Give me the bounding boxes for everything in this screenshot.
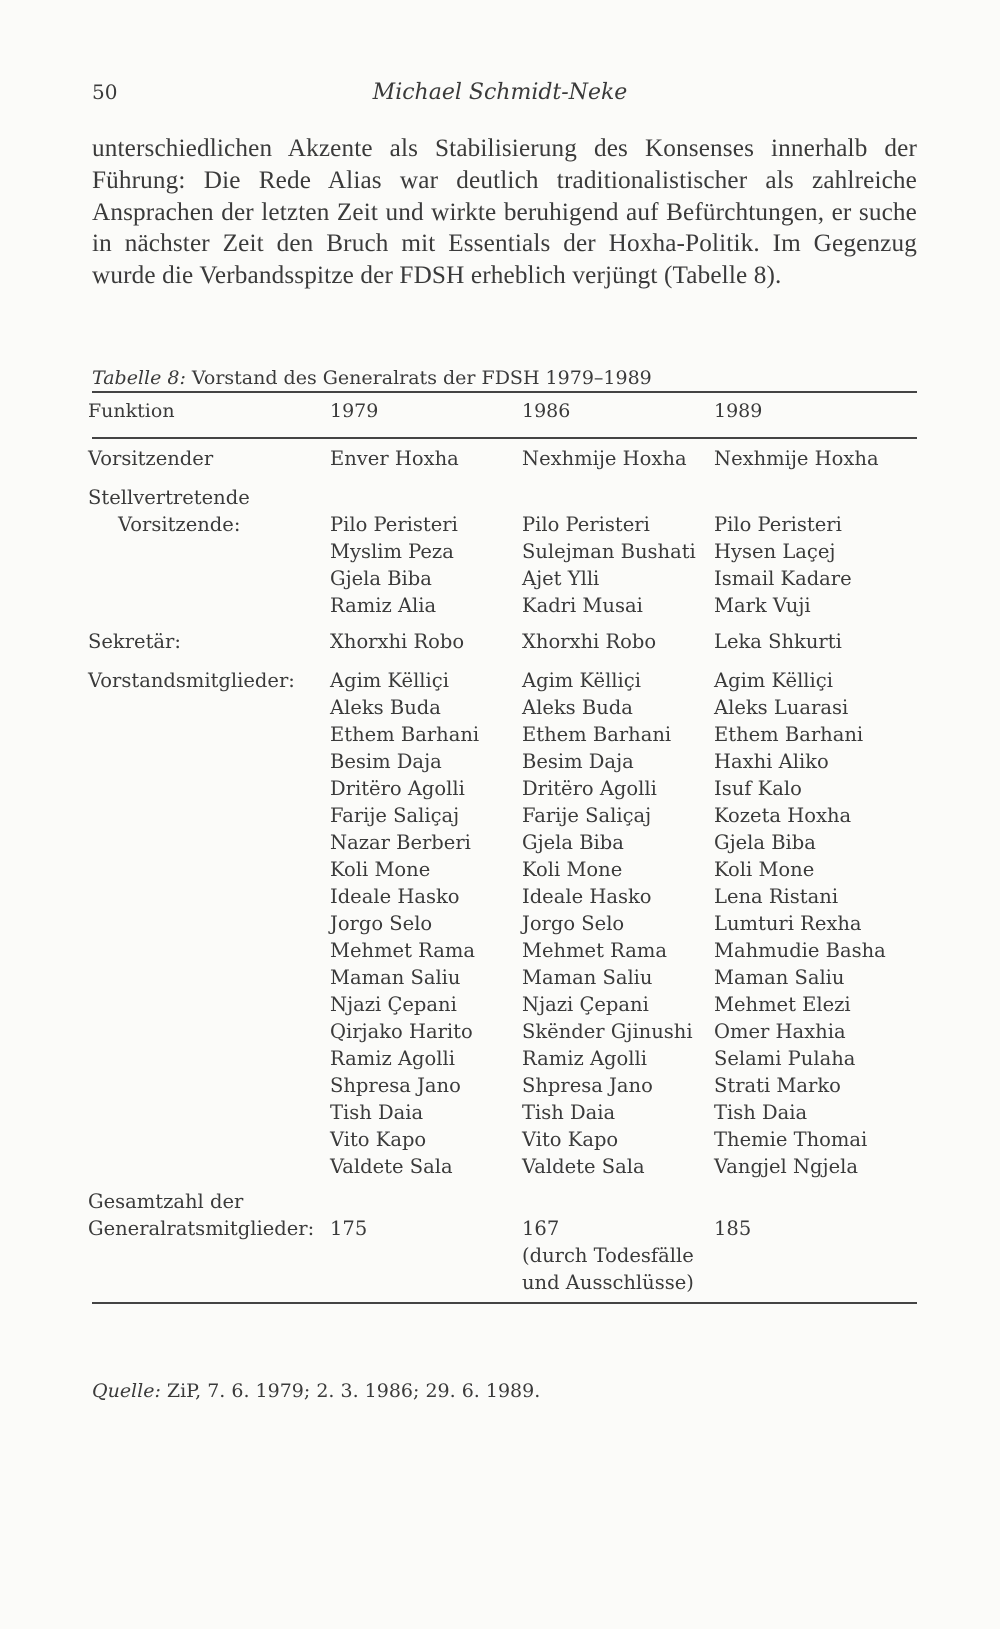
- member-name-1989: Kozeta Hoxha: [714, 804, 852, 827]
- member-name-1989: Mahmudie Basha: [714, 939, 886, 962]
- member-name-1979: Maman Saliu: [330, 966, 461, 989]
- member-name-1979: Tish Daia: [330, 1101, 424, 1124]
- member-name-1986: Xhorxhi Robo: [522, 630, 657, 653]
- member-name-1986: Nexhmije Hoxha: [522, 447, 687, 470]
- function-label: Vorstandsmitglieder:: [88, 669, 295, 692]
- member-name-1989: Ismail Kadare: [714, 567, 852, 590]
- function-label: Vorsitzende:: [118, 513, 241, 536]
- member-name-1986: 167: [522, 1217, 560, 1240]
- table-caption: [92, 367, 652, 389]
- member-name-1986: Vito Kapo: [522, 1128, 619, 1151]
- table-top-rule: [92, 391, 917, 393]
- member-name-1979: Ideale Hasko: [330, 885, 460, 908]
- member-name-1986: Ideale Hasko: [522, 885, 652, 908]
- table-header-cell: Funktion: [88, 400, 175, 422]
- member-name-1989: Vangjel Ngjela: [714, 1155, 858, 1178]
- member-name-1986: Jorgo Selo: [522, 912, 625, 935]
- function-label: Gesamtzahl der: [88, 1190, 244, 1213]
- function-label: Generalratsmitglieder:: [88, 1217, 315, 1240]
- member-name-1989: 185: [714, 1217, 752, 1240]
- member-name-1986: Aleks Buda: [522, 696, 633, 719]
- table-source: [92, 1380, 540, 1402]
- member-name-1986: Gjela Biba: [522, 831, 624, 854]
- member-name-1979: Besim Daja: [330, 750, 442, 773]
- member-name-1986: Ramiz Agolli: [522, 1047, 647, 1070]
- function-label: Vorsitzender: [88, 447, 214, 470]
- member-name-1986: Besim Daja: [522, 750, 634, 773]
- member-name-1989: Tish Daia: [714, 1101, 808, 1124]
- member-name-1979: Jorgo Selo: [330, 912, 433, 935]
- source-text: ZiP, 7. 6. 1979; 2. 3. 1986; 29. 6. 1989.: [166, 1380, 541, 1402]
- member-name-1979: Myslim Peza: [330, 540, 454, 563]
- member-name-1979: Vito Kapo: [330, 1128, 427, 1151]
- member-name-1989: Mehmet Elezi: [714, 993, 851, 1016]
- member-name-1986: Tish Daia: [522, 1101, 616, 1124]
- member-name-1989: Lena Ristani: [714, 885, 839, 908]
- member-name-1979: Ramiz Agolli: [330, 1047, 455, 1070]
- member-name-1979: Valdete Sala: [330, 1155, 453, 1178]
- table-caption-label: Tabelle 8:: [92, 367, 186, 389]
- member-name-1989: Agim Këlliçi: [714, 669, 833, 692]
- member-name-1986: Maman Saliu: [522, 966, 653, 989]
- member-name-1989: Strati Marko: [714, 1074, 841, 1097]
- member-name-1979: 175: [330, 1217, 368, 1240]
- member-name-1989: Ethem Barhani: [714, 723, 864, 746]
- member-name-1986: Koli Mone: [522, 858, 623, 881]
- member-name-1989: Lumturi Rexha: [714, 912, 862, 935]
- member-name-1986: Agim Këlliçi: [522, 669, 641, 692]
- member-name-1986: (durch Todesfälle: [522, 1244, 694, 1267]
- table-header-cell: 1979: [330, 400, 379, 422]
- table-header-cell: 1989: [714, 400, 763, 422]
- member-name-1986: Njazi Çepani: [522, 993, 649, 1016]
- member-name-1989: Leka Shkurti: [714, 630, 842, 653]
- table-bottom-rule: [92, 1302, 917, 1304]
- member-name-1989: Isuf Kalo: [714, 777, 802, 800]
- member-name-1979: Xhorxhi Robo: [330, 630, 465, 653]
- member-name-1986: Ethem Barhani: [522, 723, 672, 746]
- table-header-cell: 1986: [522, 400, 571, 422]
- member-name-1986: Valdete Sala: [522, 1155, 645, 1178]
- member-name-1989: Themie Thomai: [714, 1128, 868, 1151]
- table-header-rule: [92, 437, 917, 439]
- member-name-1989: Hysen Laçej: [714, 540, 836, 563]
- body-paragraph: unterschiedlichen Akzente als Stabilisierung des Konsenses innerhalb der Führung: Die Rede Alias war deutlich traditionalistischer als zahlreiche Ansprachen der letzten Zeit und wirkte beruhigend auf Befürchtungen, er suche in nächster Zeit den Bruch mit Essentials der Hoxha-Politik. Im Gegenzug wurde die Verbandsspitze der FDSH erheblich verjüngt (Tabelle 8).: [92, 135, 917, 290]
- member-name-1979: Njazi Çepani: [330, 993, 457, 1016]
- member-name-1989: Mark Vuji: [714, 594, 811, 617]
- member-name-1979: Pilo Peristeri: [330, 513, 458, 536]
- member-name-1979: Shpresa Jano: [330, 1074, 461, 1097]
- function-label: Sekretär:: [88, 630, 181, 653]
- member-name-1979: Qirjako Harito: [330, 1020, 473, 1043]
- member-name-1989: Nexhmije Hoxha: [714, 447, 879, 470]
- member-name-1979: Dritëro Agolli: [330, 777, 465, 800]
- member-name-1989: Pilo Peristeri: [714, 513, 842, 536]
- function-label: Stellvertretende: [88, 486, 250, 509]
- member-name-1986: Dritëro Agolli: [522, 777, 657, 800]
- member-name-1979: Nazar Berberi: [330, 831, 471, 854]
- member-name-1979: Agim Këlliçi: [330, 669, 449, 692]
- source-label: Quelle:: [92, 1380, 161, 1402]
- member-name-1986: Pilo Peristeri: [522, 513, 650, 536]
- member-name-1979: Aleks Buda: [330, 696, 441, 719]
- member-name-1986: Farije Saliçaj: [522, 804, 652, 827]
- member-name-1979: Gjela Biba: [330, 567, 432, 590]
- member-name-1979: Mehmet Rama: [330, 939, 476, 962]
- member-name-1986: und Ausschlüsse): [522, 1271, 694, 1294]
- member-name-1989: Haxhi Aliko: [714, 750, 829, 773]
- member-name-1986: Kadri Musai: [522, 594, 643, 617]
- member-name-1989: Koli Mone: [714, 858, 815, 881]
- member-name-1989: Omer Haxhia: [714, 1020, 846, 1043]
- member-name-1989: Maman Saliu: [714, 966, 845, 989]
- member-name-1986: Sulejman Bushati: [522, 540, 696, 563]
- table-caption-text: Vorstand des Generalrats der FDSH 1979–1989: [191, 367, 652, 389]
- member-name-1986: Ajet Ylli: [522, 567, 600, 590]
- member-name-1979: Enver Hoxha: [330, 447, 459, 470]
- member-name-1989: Gjela Biba: [714, 831, 816, 854]
- member-name-1979: Ramiz Alia: [330, 594, 437, 617]
- page-number: 50: [92, 80, 118, 104]
- member-name-1989: Aleks Luarasi: [714, 696, 849, 719]
- member-name-1986: Skënder Gjinushi: [522, 1020, 693, 1043]
- member-name-1979: Ethem Barhani: [330, 723, 480, 746]
- member-name-1986: Shpresa Jano: [522, 1074, 653, 1097]
- member-name-1989: Selami Pulaha: [714, 1047, 856, 1070]
- member-name-1986: Mehmet Rama: [522, 939, 668, 962]
- member-name-1979: Koli Mone: [330, 858, 431, 881]
- member-name-1979: Farije Saliçaj: [330, 804, 460, 827]
- running-head-author: Michael Schmidt-Neke: [372, 80, 628, 105]
